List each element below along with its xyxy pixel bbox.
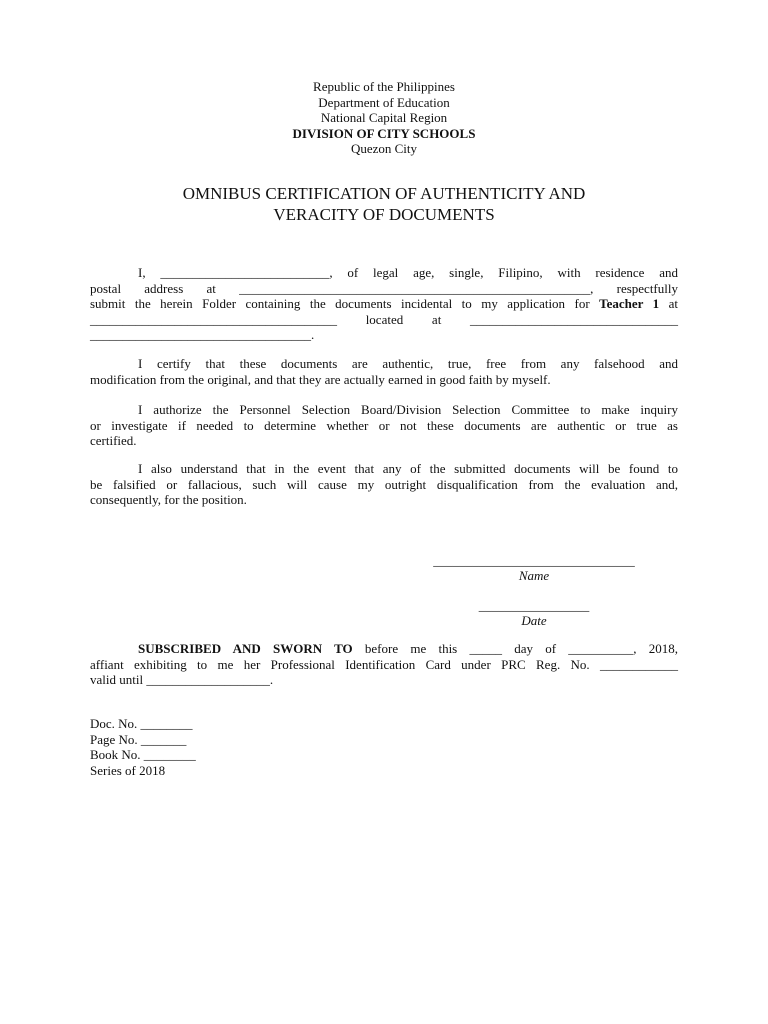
jurat-paragraph [90,641,678,688]
date-label: Date [521,613,547,628]
position-applied: Teacher 1 [599,296,660,311]
jurat-validity-line: valid until ___________________. [90,672,274,687]
location-continuation-line: __________________________________. [90,327,315,342]
authorization-line-3: certified. [90,433,137,448]
paragraph-applicant-details [90,265,678,343]
school-location-line: ______________________________________ located at ________________________________ [90,311,678,327]
certification-line-2: modification from the original, and that they are actually earned in good faith by myself. [90,371,551,387]
applicant-name-line: I, __________________________, of legal age, single, Filipino, with residence and [138,265,678,280]
submission-text: submit the herein Folder containing the documents incidental to my application for [90,296,600,311]
date-signature-line: _________________ [478,598,590,613]
submission-text-end: at [659,296,678,311]
postal-address-line: postal address at ______________________________________________________, respectfully [90,280,678,296]
name-signature-block [412,553,656,583]
understanding-line-2: be falsified or fallacious, such will cause my outright disqualification from the evaluation and, [90,476,678,492]
letterhead-line-city: Quezon City [350,141,418,156]
jurat-prc-line: affiant exhibiting to me her Professional Identification Card under PRC Reg. No. ____________ [90,656,678,672]
paragraph-certification [90,356,678,387]
letterhead-line-department: Department of Education [318,94,450,110]
notarial-register [90,716,196,778]
letterhead-line-division: DIVISION OF CITY SCHOOLS [292,125,476,141]
document-title-line-1: OMNIBUS CERTIFICATION OF AUTHENTICITY AND [182,184,586,203]
jurat-date-line: before me this _____ day of __________, 2018, [352,641,678,656]
paragraph-understanding [90,461,678,508]
page-number: Page No. _______ [90,731,187,747]
doc-number: Doc. No. ________ [90,716,193,731]
letterhead-line-republic: Republic of the Philippines [313,79,455,94]
name-label: Name [518,568,550,583]
letterhead [0,79,768,157]
paragraph-authorization [90,402,678,449]
certification-line-1: I certify that these documents are authentic, true, free from any falsehood and [138,356,678,371]
understanding-line-1: I also understand that in the event that any of the submitted documents will be found to [138,461,678,476]
authorization-line-2: or investigate if needed to determine whether or not these documents are authentic or true as [90,417,678,433]
authorization-line-1: I authorize the Personnel Selection Board/Division Selection Committee to make inquiry [138,402,678,417]
series-year: Series of 2018 [90,762,166,778]
document-title-line-2: VERACITY OF DOCUMENTS [273,205,495,224]
name-signature-line: _______________________________ [433,553,635,568]
jurat-heading: SUBSCRIBED AND SWORN TO [138,641,353,656]
document-title [0,183,768,225]
book-number: Book No. ________ [90,747,196,762]
letterhead-line-region: National Capital Region [320,110,448,125]
understanding-line-3: consequently, for the position. [90,492,247,507]
date-signature-block [462,598,606,628]
